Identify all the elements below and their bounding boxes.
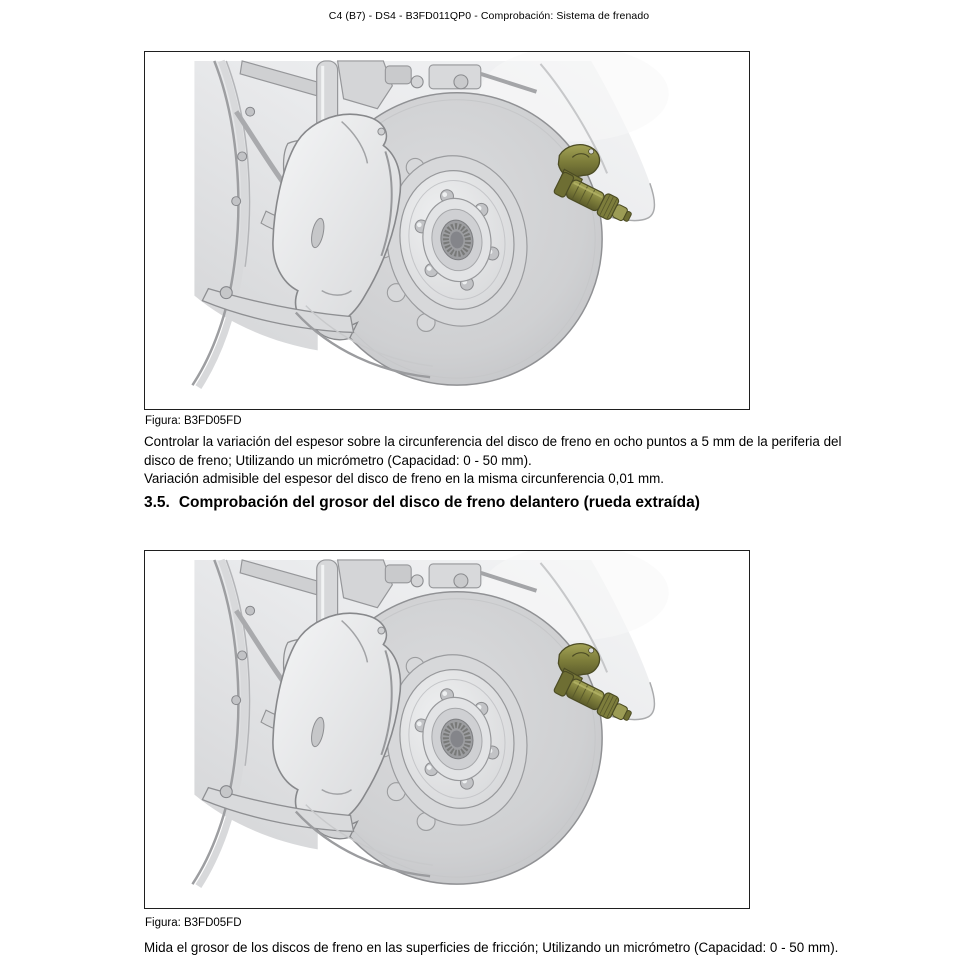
section-heading — [144, 494, 904, 512]
figure-caption-1: Figura: B3FD05FD — [145, 415, 242, 427]
section-title: Comprobación del grosor del disco de freno delantero (rueda extraída) — [178, 494, 700, 511]
figure-caption-2: Figura: B3FD05FD — [145, 917, 242, 929]
closing-text-block — [144, 939, 858, 958]
figure-brake-disc-1 — [144, 51, 750, 410]
brake-disc-illustration — [145, 52, 749, 409]
brake-figure-instance-2 — [147, 551, 748, 908]
paragraph-admissible-variation: Variación admisible del espesor del disco de freno en la misma circunferencia 0,01 mm. — [144, 471, 665, 487]
brake-figure-instance-1 — [147, 52, 748, 409]
paragraph-thickness-variation: Controlar la variación del espesor sobre la circunferencia del disco de freno en ocho puntos a 5 mm de la periferia del disco de freno; Utilizando un micrómetro (Capacidad: 0 - 50 mm). — [144, 434, 842, 468]
intro-text-block — [144, 433, 858, 489]
paragraph-measure-thickness: Mida el grosor de los discos de freno en las superficies de fricción; Utilizando un micrómetro (Capacidad: 0 - 50 mm). — [144, 940, 839, 955]
document-header: C4 (B7) - DS4 - B3FD011QP0 - Comprobación: Sistema de frenado — [328, 10, 650, 22]
figure-brake-disc-2 — [144, 550, 750, 909]
brake-disc-illustration — [145, 551, 749, 908]
section-number: 3.5. — [144, 494, 170, 511]
